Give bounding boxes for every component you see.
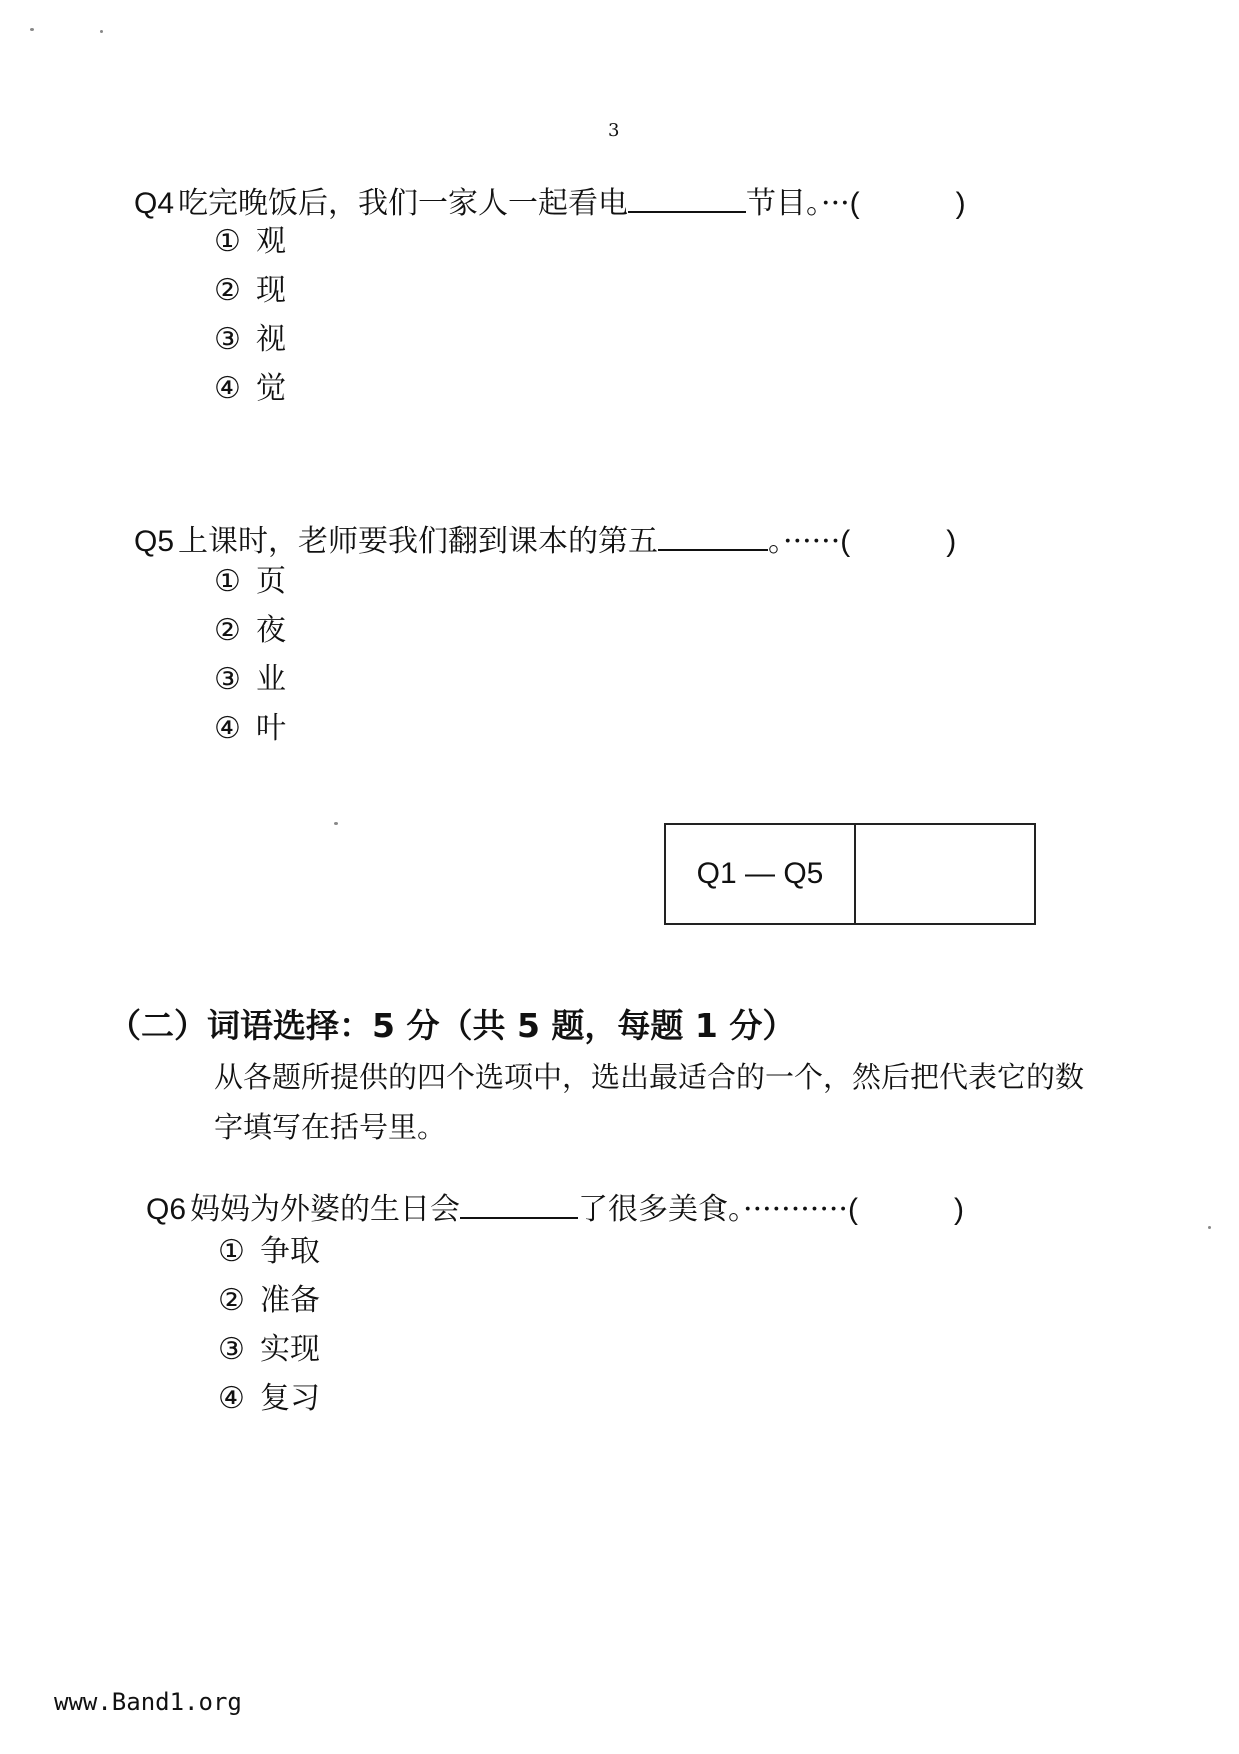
option-mark: ④	[214, 711, 241, 746]
answer-blank	[460, 1191, 578, 1219]
option-item	[214, 320, 286, 369]
score-box-cell	[856, 825, 1034, 923]
score-box	[664, 823, 1036, 925]
score-box-label: Q1 — Q5	[666, 825, 856, 923]
answer-blank	[628, 185, 746, 213]
page-number: 3	[608, 120, 620, 141]
question-text-before: 上课时，老师要我们翻到课本的第五	[178, 524, 659, 559]
option-text: 观	[256, 224, 286, 259]
options-q4	[214, 222, 286, 418]
option-text: 视	[256, 322, 286, 357]
option-item	[214, 271, 286, 320]
question-q4	[134, 178, 966, 222]
option-mark: ③	[214, 322, 241, 357]
option-text: 争取	[260, 1234, 320, 1269]
option-text: 实现	[260, 1332, 320, 1367]
answer-paren-open: (	[847, 1193, 858, 1226]
option-mark: ②	[218, 1283, 245, 1318]
question-number: Q4	[134, 187, 175, 220]
option-item	[214, 562, 286, 611]
option-text: 觉	[256, 371, 286, 406]
option-mark: ②	[214, 273, 241, 308]
option-mark: ③	[214, 662, 241, 697]
option-mark: ③	[218, 1332, 245, 1367]
option-mark: ①	[218, 1234, 245, 1269]
question-text-after: 节目。···	[746, 186, 850, 221]
option-item	[218, 1232, 320, 1281]
option-text: 业	[256, 662, 286, 697]
option-text: 复习	[260, 1381, 320, 1416]
scan-speck	[30, 28, 34, 31]
question-q5	[134, 516, 956, 560]
answer-paren-close: )	[953, 1193, 964, 1226]
option-text: 现	[256, 273, 286, 308]
options-q5	[214, 562, 286, 758]
answer-blank	[658, 523, 768, 551]
question-text-before: 吃完晚饭后，我们一家人一起看电	[178, 186, 629, 221]
option-mark: ①	[214, 564, 241, 599]
section-title: （二）词语选择：5 分（共 5 题，每题 1 分）	[108, 1006, 796, 1045]
question-text-before: 妈妈为外婆的生日会	[190, 1192, 461, 1227]
option-item	[218, 1379, 320, 1428]
answer-paren-close: )	[955, 187, 966, 220]
option-text: 页	[256, 564, 286, 599]
footer-url: www.Band1.org	[54, 1688, 242, 1716]
scan-speck	[100, 30, 103, 33]
question-text-after: 了很多美食。···········	[578, 1192, 848, 1227]
question-q6	[146, 1184, 964, 1228]
option-text: 叶	[256, 711, 286, 746]
option-text: 准备	[260, 1283, 320, 1318]
option-mark: ④	[214, 371, 241, 406]
answer-paren-close: )	[946, 525, 957, 558]
question-number: Q5	[134, 525, 175, 558]
section-instructions: 从各题所提供的四个选项中，选出最适合的一个，然后把代表它的数字填写在括号里。	[214, 1060, 1085, 1144]
option-text: 夜	[256, 613, 286, 648]
option-item	[214, 611, 286, 660]
option-mark: ①	[214, 224, 241, 259]
option-item	[218, 1330, 320, 1379]
option-mark: ④	[218, 1381, 245, 1416]
question-text-after: 。······	[768, 524, 841, 559]
option-item	[214, 369, 286, 418]
question-number: Q6	[146, 1193, 187, 1226]
option-item	[214, 222, 286, 271]
option-mark: ②	[214, 613, 241, 648]
answer-paren-open: (	[840, 525, 851, 558]
option-item	[214, 709, 286, 758]
option-item	[218, 1281, 320, 1330]
scan-speck	[334, 822, 338, 825]
scan-speck	[1208, 1226, 1211, 1229]
answer-paren-open: (	[849, 187, 860, 220]
option-item	[214, 660, 286, 709]
options-q6	[218, 1232, 320, 1428]
